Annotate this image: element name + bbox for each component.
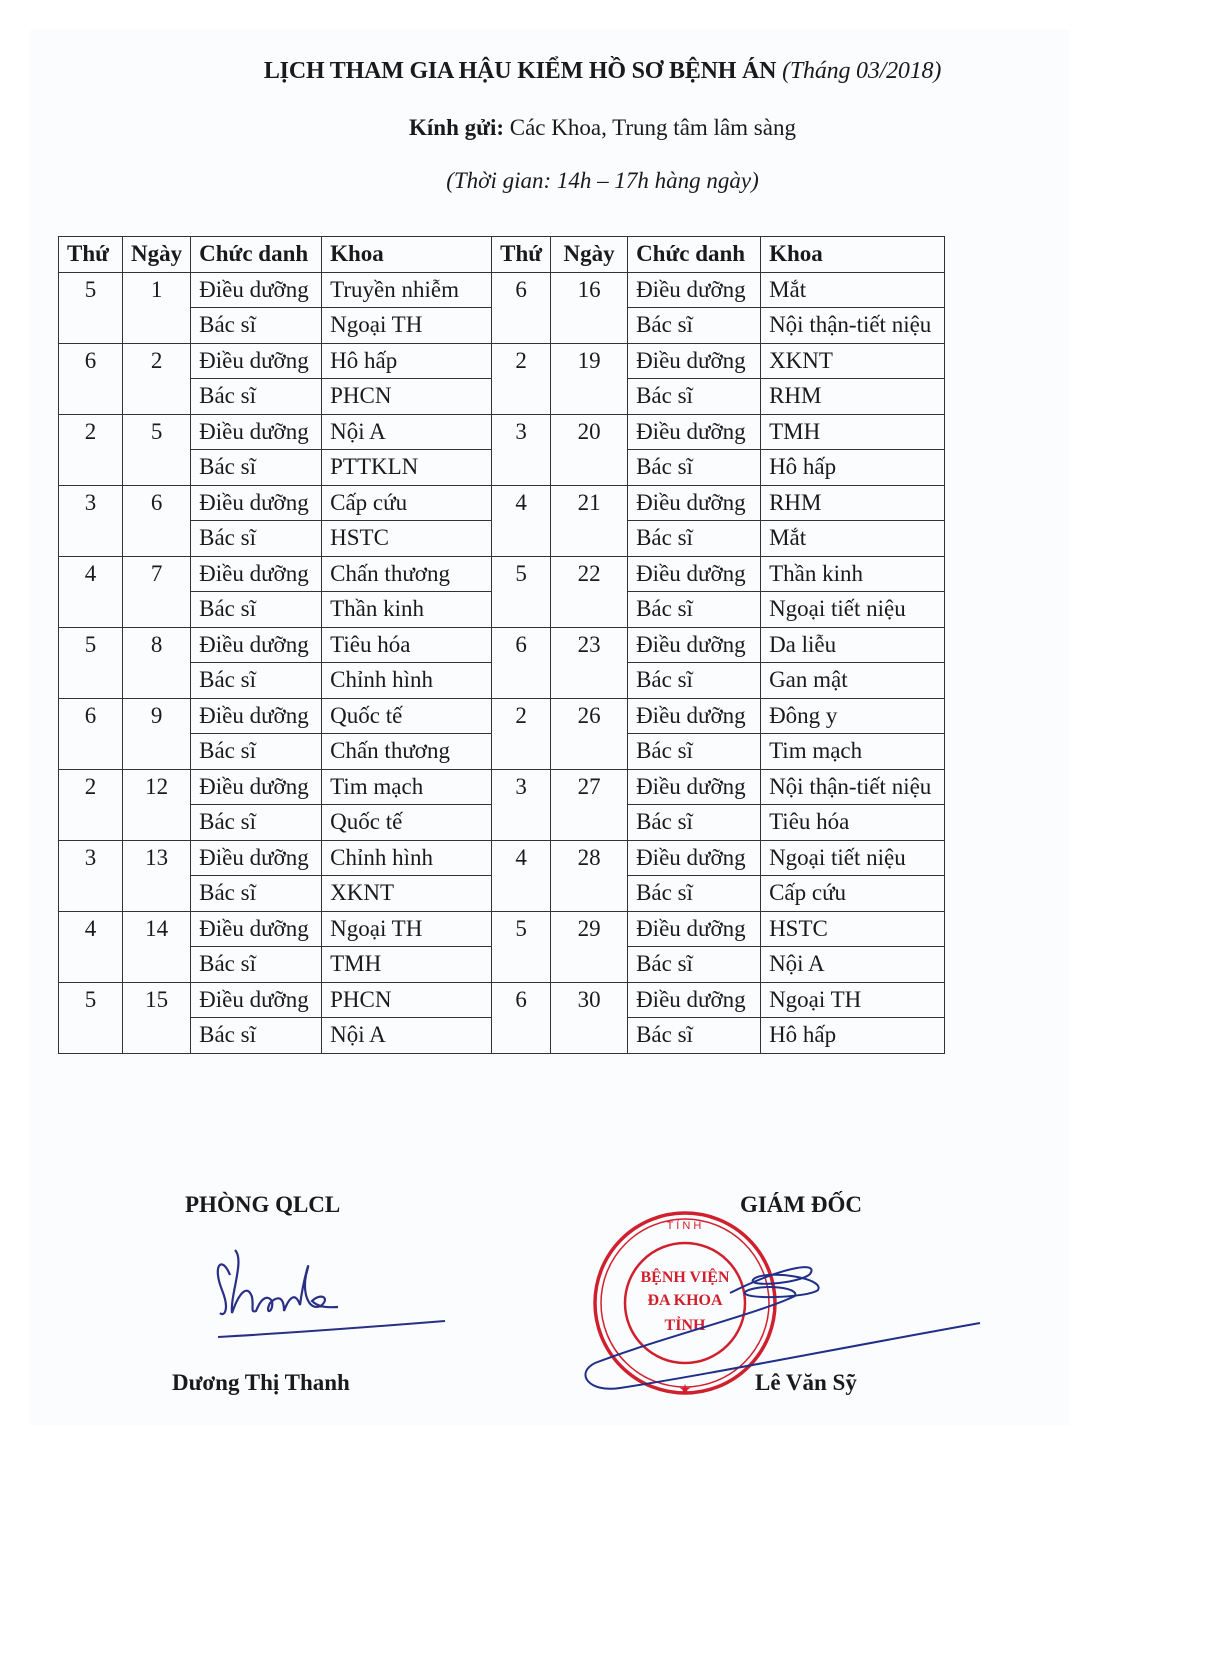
col-header: Thứ (59, 237, 123, 273)
cell-weekday: 4 (492, 840, 551, 911)
cell-role: Điều dưỡng (191, 982, 322, 1018)
cell-role: Bác sĩ (628, 1018, 761, 1054)
cell-role: Bác sĩ (191, 805, 322, 841)
cell-department: Ngoại TH (322, 911, 492, 947)
cell-department: Ngoại TH (322, 308, 492, 344)
stamp-line-2: ĐA KHOA (647, 1292, 723, 1309)
cell-role: Bác sĩ (628, 734, 761, 770)
cell-role: Điều dưỡng (628, 698, 761, 734)
cell-role: Bác sĩ (628, 450, 761, 486)
cell-department: PHCN (322, 379, 492, 415)
cell-department: Chỉnh hình (322, 840, 492, 876)
cell-department: Ngoại tiết niệu (761, 592, 945, 628)
cell-department: Nội A (761, 947, 945, 983)
cell-weekday: 3 (59, 840, 123, 911)
cell-role: Bác sĩ (628, 308, 761, 344)
signature-underline (218, 1321, 445, 1337)
cell-weekday: 6 (59, 343, 123, 414)
cell-date: 1 (123, 272, 191, 343)
cell-role: Điều dưỡng (191, 485, 322, 521)
cell-department: Nội thận-tiết niệu (761, 769, 945, 805)
schedule-table (58, 236, 945, 1054)
cell-role: Bác sĩ (628, 876, 761, 912)
time-note: (Thời gian: 14h – 17h hàng ngày) (446, 168, 759, 193)
col-header: Chức danh (628, 237, 761, 273)
cell-department: Ngoại tiết niệu (761, 840, 945, 876)
cell-weekday: 2 (59, 769, 123, 840)
cell-department: Tim mạch (761, 734, 945, 770)
cell-weekday: 3 (492, 414, 551, 485)
cell-role: Điều dưỡng (191, 414, 322, 450)
cell-department: Cấp cứu (322, 485, 492, 521)
cell-role: Bác sĩ (191, 947, 322, 983)
cell-department: Nội A (322, 1018, 492, 1054)
cell-date: 26 (551, 698, 628, 769)
cell-date: 13 (123, 840, 191, 911)
cell-weekday: 3 (492, 769, 551, 840)
cell-date: 8 (123, 627, 191, 698)
col-header: Thứ (492, 237, 551, 273)
left-signatory-name: Dương Thị Thanh (172, 1370, 350, 1395)
cell-date: 14 (123, 911, 191, 982)
cell-department: Hô hấp (761, 1018, 945, 1054)
cell-weekday: 2 (59, 414, 123, 485)
cell-date: 30 (551, 982, 628, 1053)
table-row (59, 769, 945, 805)
cell-weekday: 3 (59, 485, 123, 556)
cell-role: Điều dưỡng (191, 627, 322, 663)
cell-date: 15 (123, 982, 191, 1053)
cell-department: Chấn thương (322, 556, 492, 592)
cell-role: Bác sĩ (628, 521, 761, 557)
cell-weekday: 5 (492, 556, 551, 627)
cell-date: 27 (551, 769, 628, 840)
table-header-row (59, 237, 945, 273)
table-row (59, 556, 945, 592)
recipient-value: Các Khoa, Trung tâm lâm sàng (509, 115, 796, 140)
cell-role: Điều dưỡng (191, 556, 322, 592)
cell-role: Điều dưỡng (628, 485, 761, 521)
cell-department: Quốc tế (322, 698, 492, 734)
title-period: (Tháng 03/2018) (782, 58, 942, 84)
cell-weekday: 6 (492, 272, 551, 343)
cell-date: 9 (123, 698, 191, 769)
cell-department: Nội thận-tiết niệu (761, 308, 945, 344)
cell-department: Ngoại TH (761, 982, 945, 1018)
col-header: Khoa (761, 237, 945, 273)
table-row (59, 698, 945, 734)
stamp-line-3: TỈNH (664, 1317, 706, 1334)
cell-weekday: 4 (59, 556, 123, 627)
cell-department: Chấn thương (322, 734, 492, 770)
cell-date: 2 (123, 343, 191, 414)
cell-department: Đông y (761, 698, 945, 734)
cell-role: Bác sĩ (628, 947, 761, 983)
cell-department: Cấp cứu (761, 876, 945, 912)
cell-department: RHM (761, 379, 945, 415)
cell-role: Điều dưỡng (628, 840, 761, 876)
cell-department: Da liễu (761, 627, 945, 663)
table-row (59, 343, 945, 379)
cell-role: Điều dưỡng (191, 698, 322, 734)
cell-department: Gan mật (761, 663, 945, 699)
col-header: Khoa (322, 237, 492, 273)
document-title (0, 58, 1205, 85)
cell-weekday: 5 (59, 982, 123, 1053)
cell-role: Điều dưỡng (191, 272, 322, 308)
cell-role: Điều dưỡng (628, 414, 761, 450)
cell-role: Điều dưỡng (628, 982, 761, 1018)
cell-role: Bác sĩ (191, 592, 322, 628)
cell-role: Bác sĩ (628, 805, 761, 841)
cell-date: 12 (123, 769, 191, 840)
cell-department: XKNT (761, 343, 945, 379)
cell-role: Điều dưỡng (191, 343, 322, 379)
cell-weekday: 6 (492, 627, 551, 698)
cell-role: Bác sĩ (191, 734, 322, 770)
cell-department: Tim mạch (322, 769, 492, 805)
cell-department: Chỉnh hình (322, 663, 492, 699)
cell-role: Điều dưỡng (628, 272, 761, 308)
cell-date: 5 (123, 414, 191, 485)
cell-department: Tiêu hóa (322, 627, 492, 663)
cell-role: Bác sĩ (191, 1018, 322, 1054)
recipient-line (0, 115, 1205, 141)
table-row (59, 485, 945, 521)
left-signatory-title: PHÒNG QLCL (185, 1192, 341, 1217)
cell-date: 16 (551, 272, 628, 343)
stamp-line-1: BỆNH VIỆN (640, 1269, 730, 1286)
cell-department: PHCN (322, 982, 492, 1018)
cell-role: Điều dưỡng (628, 911, 761, 947)
cell-department: Thần kinh (761, 556, 945, 592)
cell-weekday: 6 (59, 698, 123, 769)
signature-stroke (218, 1264, 230, 1314)
stamp-star-icon: ★ (678, 1383, 692, 1398)
cell-role: Điều dưỡng (628, 343, 761, 379)
cell-date: 20 (551, 414, 628, 485)
cell-date: 7 (123, 556, 191, 627)
cell-role: Điều dưỡng (628, 769, 761, 805)
col-header: Ngày (551, 237, 628, 273)
left-signature-image (200, 1235, 460, 1345)
cell-role: Bác sĩ (191, 308, 322, 344)
cell-role: Bác sĩ (191, 379, 322, 415)
cell-department: PTTKLN (322, 450, 492, 486)
cell-department: Quốc tế (322, 805, 492, 841)
cell-date: 6 (123, 485, 191, 556)
schedule-body (59, 272, 945, 1053)
cell-role: Điều dưỡng (628, 556, 761, 592)
cell-weekday: 5 (59, 627, 123, 698)
cell-date: 23 (551, 627, 628, 698)
cell-role: Bác sĩ (628, 379, 761, 415)
table-row (59, 911, 945, 947)
cell-department: RHM (761, 485, 945, 521)
right-signatory-name: Lê Văn Sỹ (755, 1370, 857, 1395)
cell-department: TMH (761, 414, 945, 450)
table-row (59, 272, 945, 308)
title-main: LỊCH THAM GIA HẬU KIỂM HỒ SƠ BỆNH ÁN (263, 58, 777, 84)
cell-weekday: 2 (492, 698, 551, 769)
table-row (59, 627, 945, 663)
cell-department: Nội A (322, 414, 492, 450)
cell-department: Hô hấp (322, 343, 492, 379)
cell-role: Bác sĩ (191, 876, 322, 912)
cell-role: Điều dưỡng (191, 769, 322, 805)
cell-weekday: 4 (59, 911, 123, 982)
cell-weekday: 5 (492, 911, 551, 982)
table-row (59, 982, 945, 1018)
cell-weekday: 4 (492, 485, 551, 556)
cell-department: Mắt (761, 521, 945, 557)
cell-role: Điều dưỡng (191, 840, 322, 876)
cell-department: Truyền nhiễm (322, 272, 492, 308)
cell-role: Bác sĩ (628, 592, 761, 628)
cell-role: Bác sĩ (191, 450, 322, 486)
cell-department: Hô hấp (761, 450, 945, 486)
cell-date: 28 (551, 840, 628, 911)
col-header: Ngày (123, 237, 191, 273)
signature-stroke (232, 1250, 338, 1313)
right-signatory-title: GIÁM ĐỐC (740, 1192, 863, 1217)
cell-weekday: 5 (59, 272, 123, 343)
stamp-ring-text: T Ỉ N H (666, 1220, 702, 1232)
cell-department: XKNT (322, 876, 492, 912)
cell-date: 22 (551, 556, 628, 627)
cell-date: 21 (551, 485, 628, 556)
table-row (59, 414, 945, 450)
col-header: Chức danh (191, 237, 322, 273)
recipient-label: Kính gửi: (409, 115, 504, 140)
cell-role: Điều dưỡng (628, 627, 761, 663)
cell-date: 19 (551, 343, 628, 414)
cell-date: 29 (551, 911, 628, 982)
cell-department: Tiêu hóa (761, 805, 945, 841)
cell-department: TMH (322, 947, 492, 983)
cell-department: Mắt (761, 272, 945, 308)
table-row (59, 840, 945, 876)
cell-role: Điều dưỡng (191, 911, 322, 947)
cell-weekday: 6 (492, 982, 551, 1053)
cell-department: HSTC (322, 521, 492, 557)
cell-role: Bác sĩ (191, 663, 322, 699)
cell-department: Thần kinh (322, 592, 492, 628)
cell-role: Bác sĩ (628, 663, 761, 699)
cell-weekday: 2 (492, 343, 551, 414)
cell-department: HSTC (761, 911, 945, 947)
cell-role: Bác sĩ (191, 521, 322, 557)
